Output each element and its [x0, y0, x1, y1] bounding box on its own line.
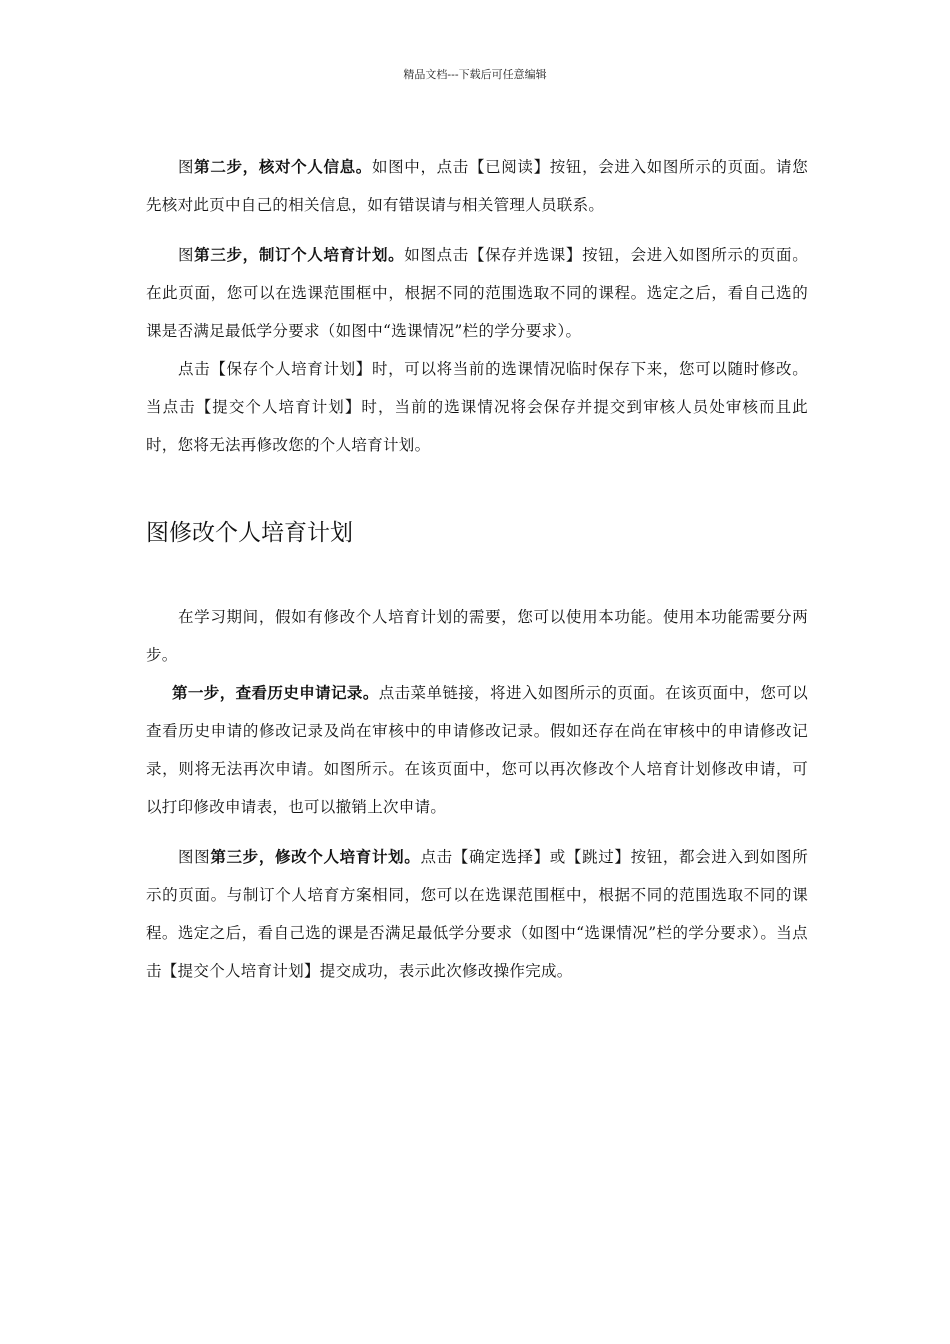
document-body	[146, 148, 808, 990]
step-three-title: 第三步，制订个人培育计划。	[194, 246, 405, 264]
modify-step-three-text: 点击【确定选择】或【跳过】按钮，都会进入到如图所示的页面。与制订个人培育方案相同，您可以在选课范围框中，根据不同的范围选取不同的课程。选定之后，看自己选的课是否满足最低学分要求（如图中“选课情况”栏的学分要求）。当点击【提交个人培育计划】提交成功，表示此次修改操作完成。	[146, 848, 808, 980]
paragraph-step-three	[146, 236, 808, 350]
paragraph-step-two	[146, 148, 808, 224]
page-header: 精品文档---下载后可任意编辑	[403, 68, 547, 81]
paragraph-modify-step-three	[146, 838, 808, 990]
figure-ref: 图	[178, 246, 195, 264]
figure-ref: 图图	[178, 848, 211, 866]
paragraph-intro: 在学习期间，假如有修改个人培育计划的需要，您可以使用本功能。使用本功能需要分两步。	[146, 608, 808, 664]
step-one-title: 第一步，查看历史申请记录。	[172, 684, 379, 702]
step-three-text: 如图点击【保存并选课】按钮，会进入如图所示的页面。在此页面，您可以在选课范围框中，根据不同的范围选取不同的课程。选定之后，看自己选的课是否满足最低学分要求（如图中“选课情况”栏的学分要求）。	[146, 246, 808, 340]
section-heading: 图修改个人培育计划	[146, 520, 353, 546]
paragraph-step-one	[146, 674, 808, 826]
step-two-title: 第二步，核对个人信息。	[194, 158, 372, 176]
step-one-text: 点击菜单链接，将进入如图所示的页面。在该页面中，您可以查看历史申请的修改记录及尚在审核中的申请修改记录。假如还存在尚在审核中的申请修改记录，则将无法再次申请。如图所示。在该页面中，您可以再次修改个人培育计划修改申请，可以打印修改申请表，也可以撤销上次申请。	[146, 684, 808, 816]
paragraph-save-submit: 点击【保存个人培育计划】时，可以将当前的选课情况临时保存下来，您可以随时修改。当点击【提交个人培育计划】时，当前的选课情况将会保存并提交到审核人员处审核而且此时，您将无法再修改您的个人培育计划。	[146, 360, 808, 454]
step-two-text: 如图中，点击【已阅读】按钮，会进入如图所示的页面。请您先核对此页中自己的相关信息，如有错误请与相关管理人员联系。	[146, 158, 808, 214]
figure-ref: 图	[178, 158, 195, 176]
modify-step-three-title: 第三步，修改个人培育计划。	[210, 848, 421, 866]
